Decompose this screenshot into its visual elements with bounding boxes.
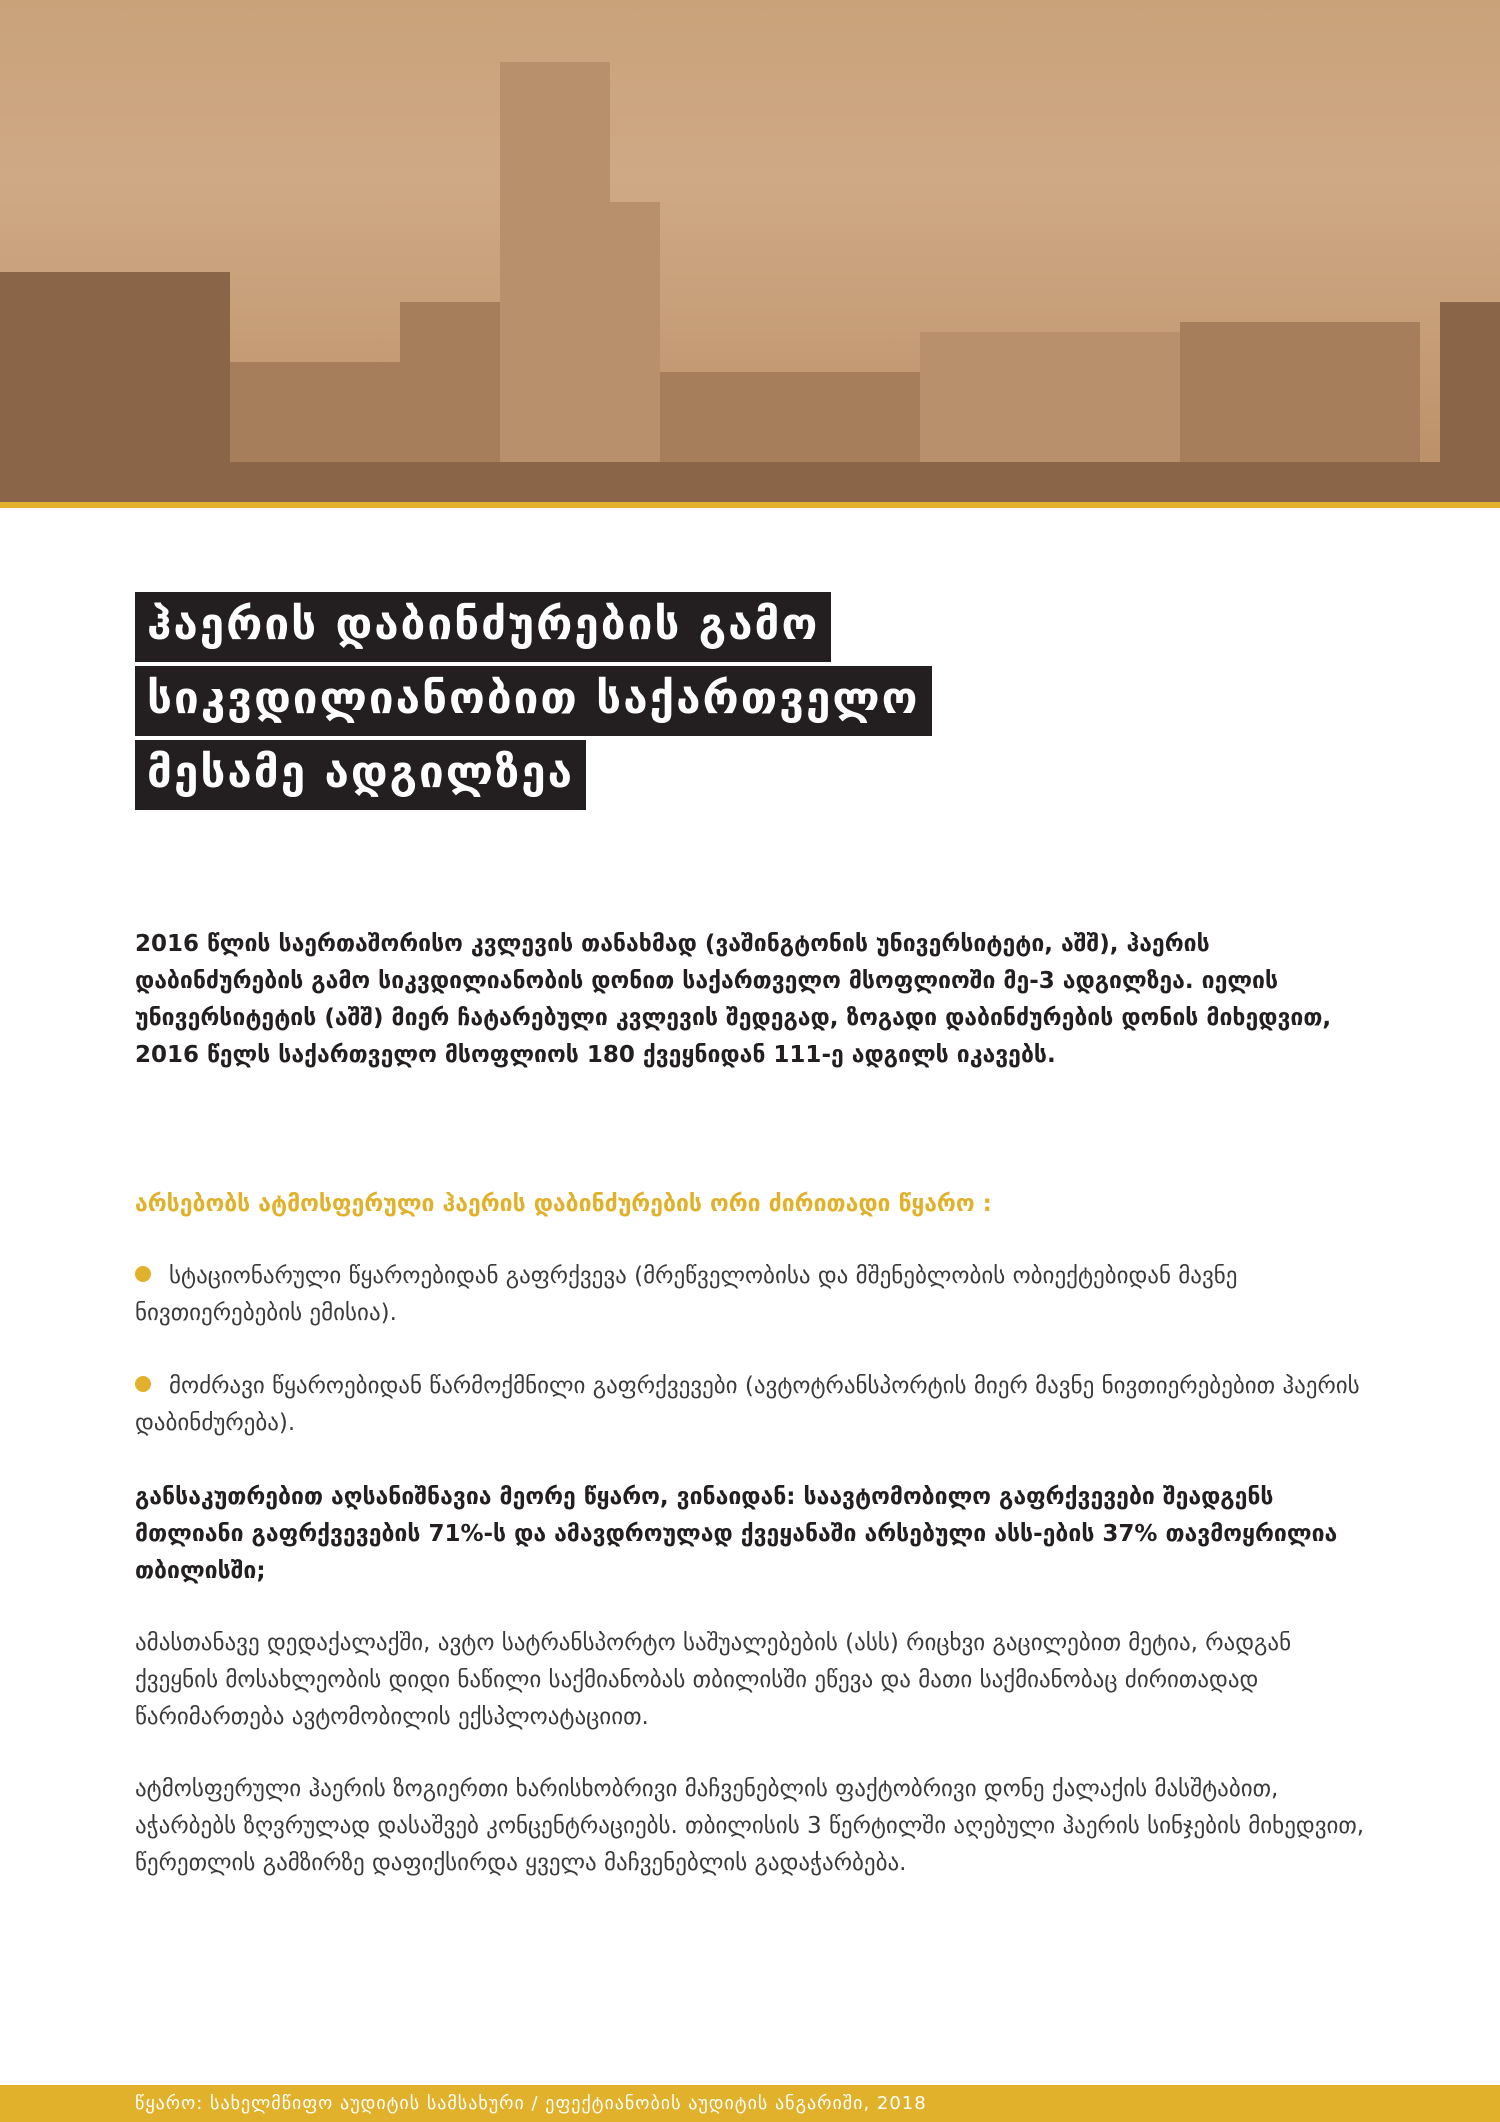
list-item [135,1258,1375,1332]
smog-city-photo [0,0,1500,502]
bullet-text: მოძრავი წყაროებიდან წარმოქმნილი გაფრქვევები (ავტოტრანსპორტის მიერ მავნე ნივთიერებებით ჰაერის დაბინძურება). [135,1373,1360,1436]
page-title [135,592,932,814]
sources-heading: არსებობს ატმოსფერული ჰაერის დაბინძურების ორი ძირითადი წყარო : [135,1191,992,1217]
list-item [135,1368,1375,1442]
accent-divider [0,502,1500,508]
bullet-icon [135,1266,151,1282]
bullet-text: სტაციონარული წყაროებიდან გაფრქვევა (მრეწველობისა და მშენებლობის ობიექტებიდან მავნე ნივთიერებების ემისია). [135,1263,1238,1326]
body-paragraph: ატმოსფერული ჰაერის ზოგიერთი ხარისხობრივი მაჩვენებლის ფაქტობრივი დონე ქალაქის მასშტაბით, აჭარბებს ზღვრულად დასაშვებ კონცენტრაციებს. თბილისის 3 წერტილში აღებული ჰაერის სინჯების მიხედვით, წერეთლის გამზირზე დაფიქსირდა ყველა მაჩვენებლის გადაჭარბება. [135,1776,1365,1876]
emphasis-paragraph: განსაკუთრებით აღსანიშნავია მეორე წყარო, ვინაიდან: საავტომობილო გაფრქვევები შეადგენს მთლიანი გაფრქვევების 71%-ს და ამავდროულად ქვეყანაში არსებული ასს-ების 37% თავმოყრილია თბილისში; [135,1484,1338,1584]
intro-paragraph: 2016 წლის საერთაშორისო კვლევის თანახმად (ვაშინგტონის უნივერსიტეტი, აშშ), ჰაერის დაბინძურების გამო სიკვდილიანობის დონით საქართველო მსოფლიოში მე-3 ადგილზეა. იელის უნივერსიტეტის (აშშ) მიერ ჩატარებული კვლევის შედეგად, ზოგადი დაბინძურების დონის მიხედვით, 2016 წელს საქართველო მსოფლიოს 180 ქვეყნიდან 111-ე ადგილს იკავებს. [135,931,1332,1068]
body-paragraph: ამასთანავე დედაქალაქში, ავტო სატრანსპორტო საშუალებების (ასს) რიცხვი გაცილებით მეტია, რადგან ქვეყნის მოსახლეობის დიდი ნაწილი საქმიანობას თბილისში ეწევა და მათი საქმიანობაც ძირითადად წარიმართება ავტომობილის ექსპლოატაციით. [135,1630,1292,1730]
title-line: ჰაერის დაბინძურების გამო [135,592,831,662]
title-line: სიკვდილიანობით საქართველო [135,666,932,736]
source-footer [0,2085,1500,2122]
bullet-icon [135,1376,151,1392]
footer-text: წყარო: სახელმწიფო აუდიტის სამსახური / ეფექტიანობის აუდიტის ანგარიში, 2018 [135,2093,927,2114]
title-line: მესამე ადგილზეა [135,740,586,810]
